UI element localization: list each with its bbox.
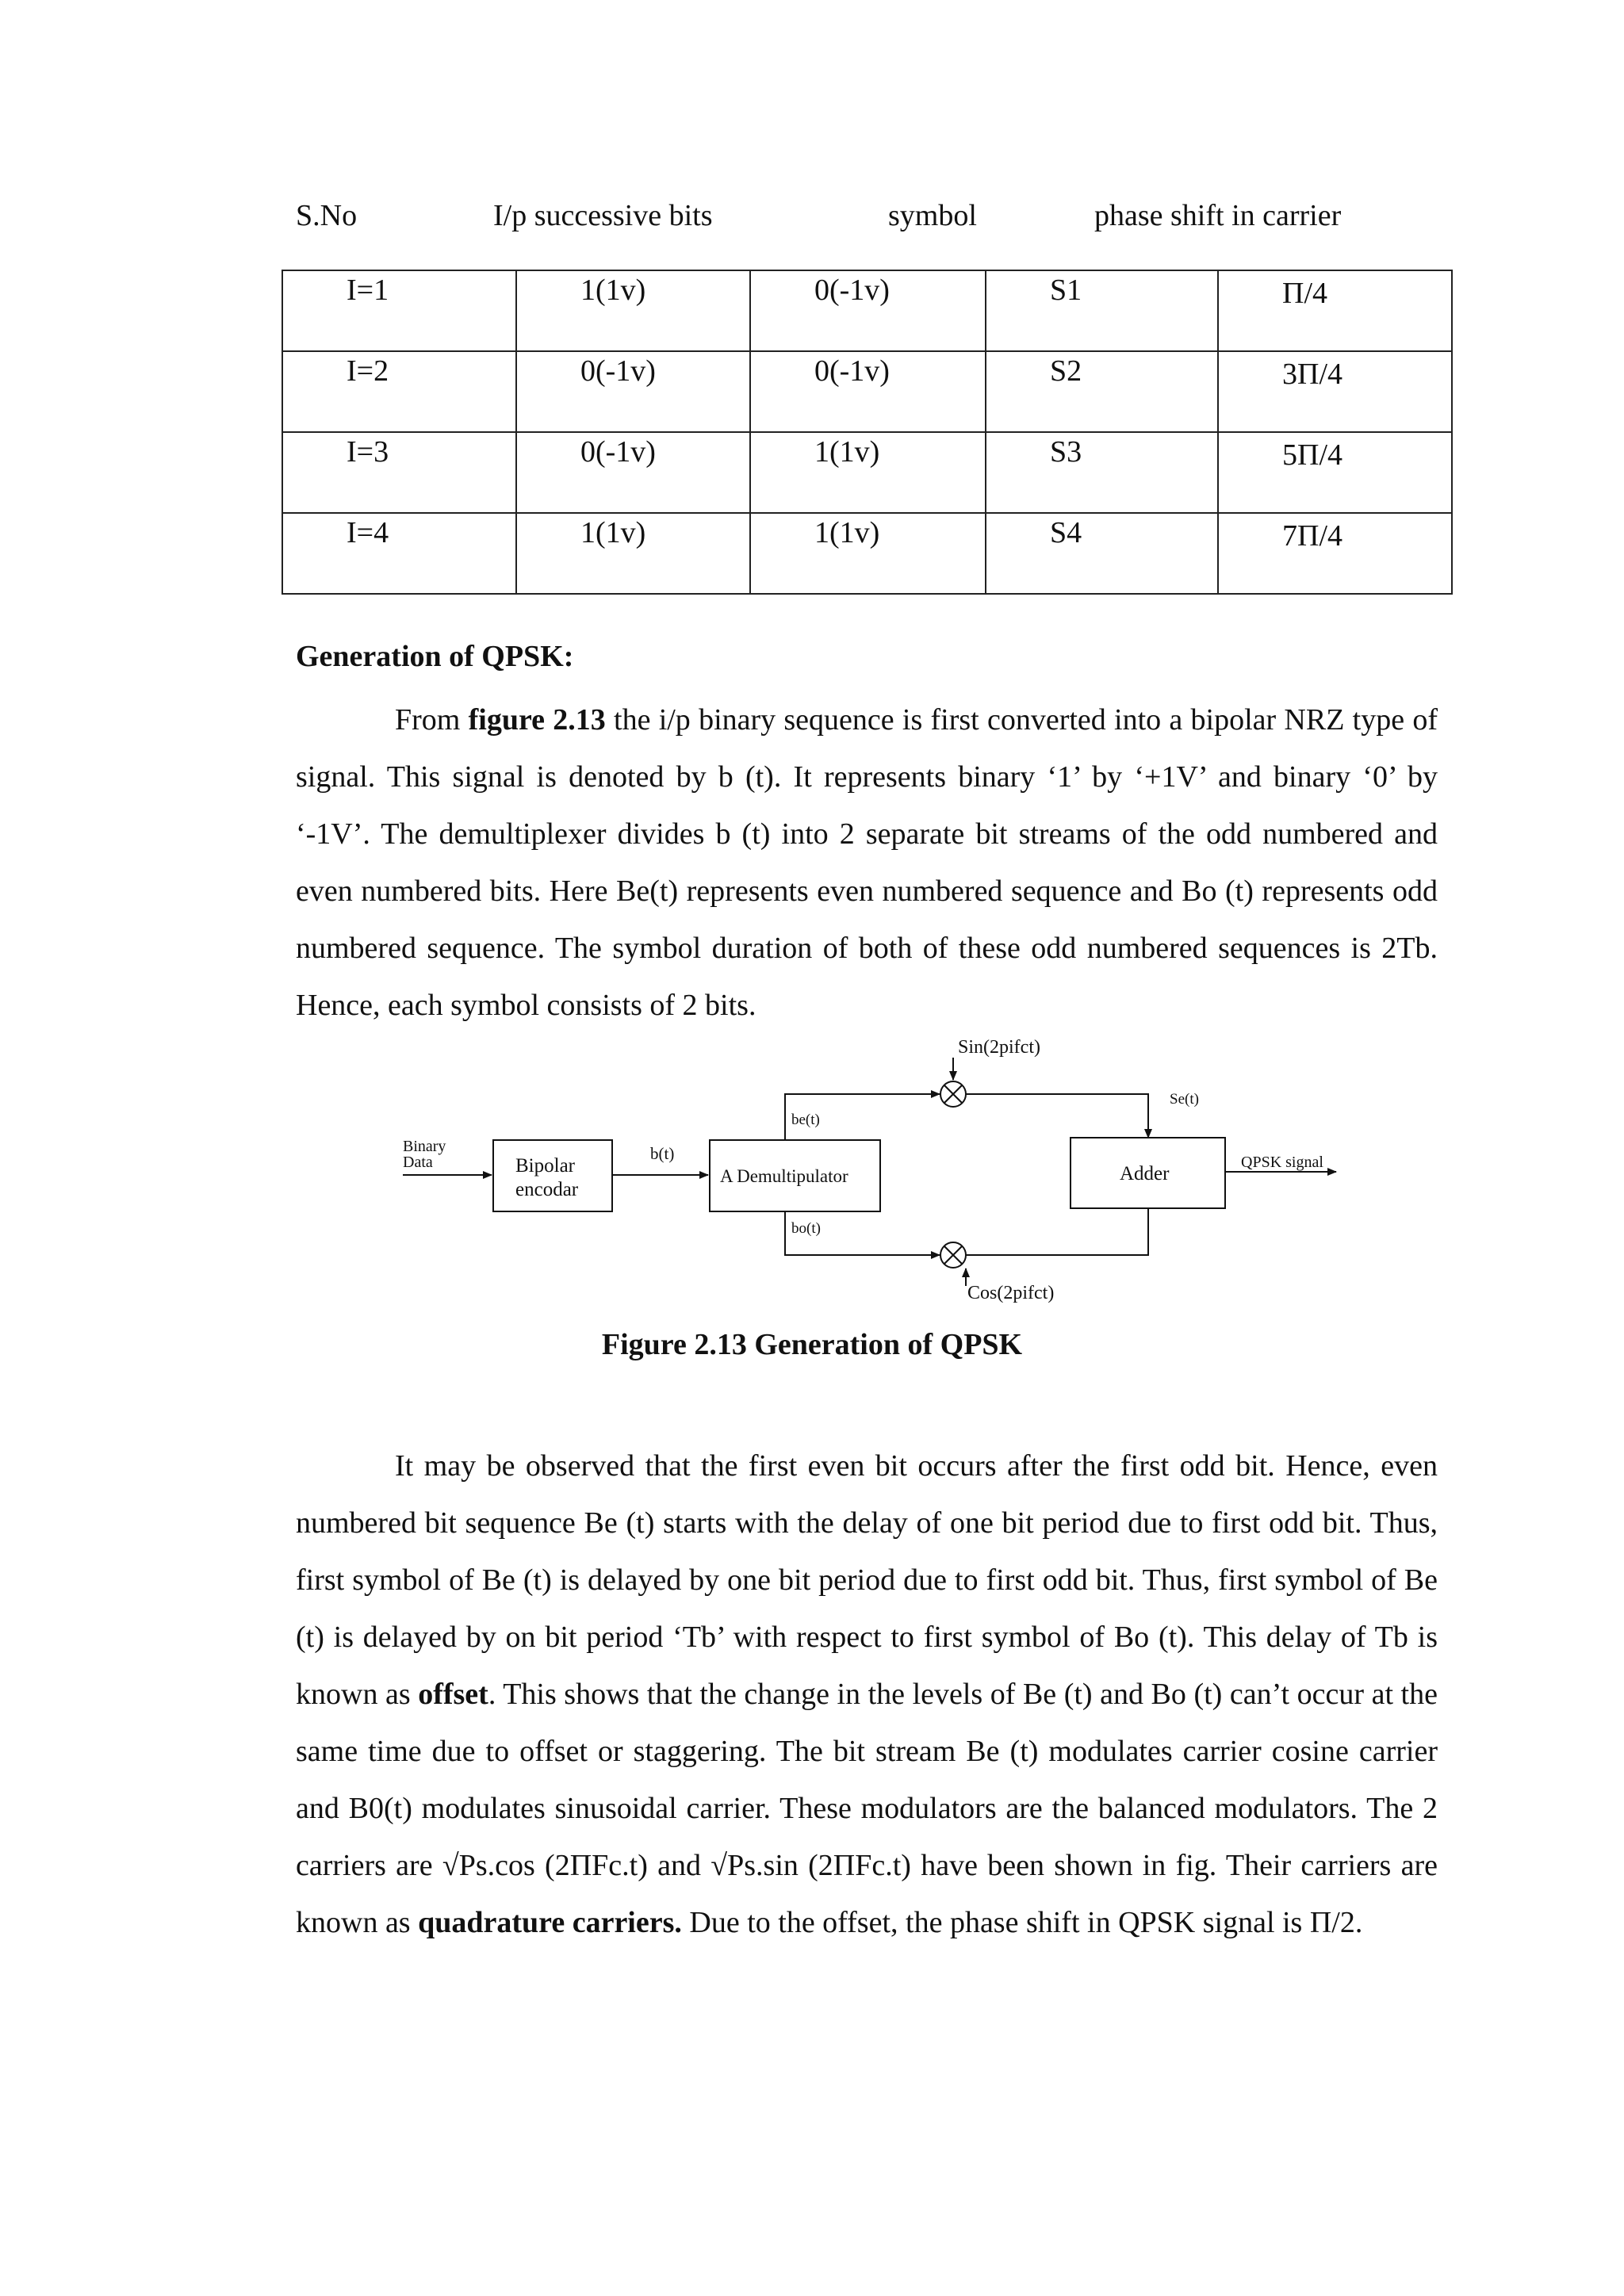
term-quadrature-carriers: quadrature carriers. — [418, 1906, 682, 1939]
col-header-symbol: symbol — [888, 199, 977, 232]
table-cell: 5Π/4 — [1218, 432, 1452, 513]
st-label: Se(t) — [1170, 1091, 1199, 1108]
table-cell: 1(1v) — [516, 513, 750, 594]
upper-to-adder — [966, 1094, 1148, 1138]
text-run: . This shows that the change in the levels of Be (t) and Bo (t) can’t occur at the same time due to offset or staggering. The bit stream Be (t) modulates carrier cosine carrier and B0(t) modulates sinusoidal carrier. These modulators are the balanced modulators. The 2 carriers are √Ps.cos (2ΠFc.t) and √Ps.sin (2ΠFc.t) have been shown in fig. Their carriers are known as — [296, 1678, 1438, 1939]
sin-carrier-label: Sin(2pifct) — [958, 1037, 1040, 1058]
demultiplexer-label: A Demultipulator — [720, 1166, 848, 1186]
text-run: It may be observed that the first even bit occurs after the first odd bit. Hence, even numbered bit sequence Be (t) starts with the delay of one bit period due to first odd bit. Thus, first symbol of Be (t) is delayed by one bit period due to first odd bit. Thus, first symbol of Be (t) is delayed by on bit period ‘Tb’ with respect to first symbol of Bo (t). This delay of Tb is known as — [296, 1449, 1438, 1711]
table-cell: 0(-1v) — [750, 270, 986, 351]
lower-to-adder — [966, 1208, 1148, 1255]
bipolar-encoder-label: Bipolar — [515, 1155, 575, 1177]
table-row — [282, 432, 1452, 513]
bo-label: bo(t) — [791, 1220, 821, 1237]
table-row — [282, 351, 1452, 432]
table-cell: 0(-1v) — [516, 351, 750, 432]
qpsk-block-diagram — [389, 1031, 1372, 1324]
text-run: the i/p binary sequence is first converted into a bipolar NRZ type of signal. This signal is denoted by b (t). It represents binary ‘1’ by ‘+1V’ and binary ‘0’ by ‘-1V’. The demultiplexer divides b (t) into 2 separate bit streams of the odd numbered and even numbered bits. Here Be(t) represents even numbered sequence and Bo (t) represents odd numbered sequence. The symbol duration of both of these odd numbered sequences is 2Tb. Hence, each symbol consists of 2 bits. — [296, 703, 1438, 1022]
table-cell: S2 — [986, 351, 1218, 432]
term-offset: offset — [418, 1678, 488, 1711]
col-header-phase: phase shift in carrier — [1094, 199, 1342, 232]
table-cell: 1(1v) — [750, 432, 986, 513]
cos-carrier-label: Cos(2pifct) — [967, 1283, 1055, 1303]
table-cell: I=2 — [282, 351, 516, 432]
adder-label: Adder — [1120, 1163, 1170, 1184]
qpsk-signal-label: QPSK signal — [1241, 1154, 1323, 1171]
binary-data-label: Binary — [403, 1138, 446, 1155]
table-cell: 3Π/4 — [1218, 351, 1452, 432]
paragraph-generation — [296, 691, 1438, 1034]
text-run: From — [395, 703, 469, 737]
paragraph-offset — [296, 1437, 1438, 1951]
table-cell: S1 — [986, 270, 1218, 351]
section-heading: Generation of QPSK: — [296, 640, 574, 673]
figure-caption: Figure 2.13 Generation of QPSK — [601, 1328, 1023, 1361]
col-header-ip-bits: I/p successive bits — [493, 199, 713, 232]
table-row — [282, 270, 1452, 351]
table-row — [282, 513, 1452, 594]
table-cell: I=4 — [282, 513, 516, 594]
table-cell: 7Π/4 — [1218, 513, 1452, 594]
table-cell: 0(-1v) — [516, 432, 750, 513]
table-column-headers — [0, 198, 1624, 238]
col-header-sno: S.No — [296, 199, 358, 232]
table-cell: S3 — [986, 432, 1218, 513]
table-cell: 0(-1v) — [750, 351, 986, 432]
be-label: be(t) — [791, 1112, 820, 1128]
table-cell: I=3 — [282, 432, 516, 513]
bipolar-encoder-label-2: encodar — [515, 1179, 579, 1200]
table-cell: 1(1v) — [516, 270, 750, 351]
bt-label: b(t) — [650, 1144, 675, 1163]
table-cell: S4 — [986, 513, 1218, 594]
table-cell: I=1 — [282, 270, 516, 351]
table-cell: Π/4 — [1218, 270, 1452, 351]
table-cell: 1(1v) — [750, 513, 986, 594]
qpsk-phase-table — [282, 270, 1453, 595]
binary-data-label-2: Data — [403, 1154, 433, 1171]
figure-reference: figure 2.13 — [468, 703, 606, 737]
text-run: Due to the offset, the phase shift in QPSK signal is Π/2. — [681, 1906, 1363, 1939]
